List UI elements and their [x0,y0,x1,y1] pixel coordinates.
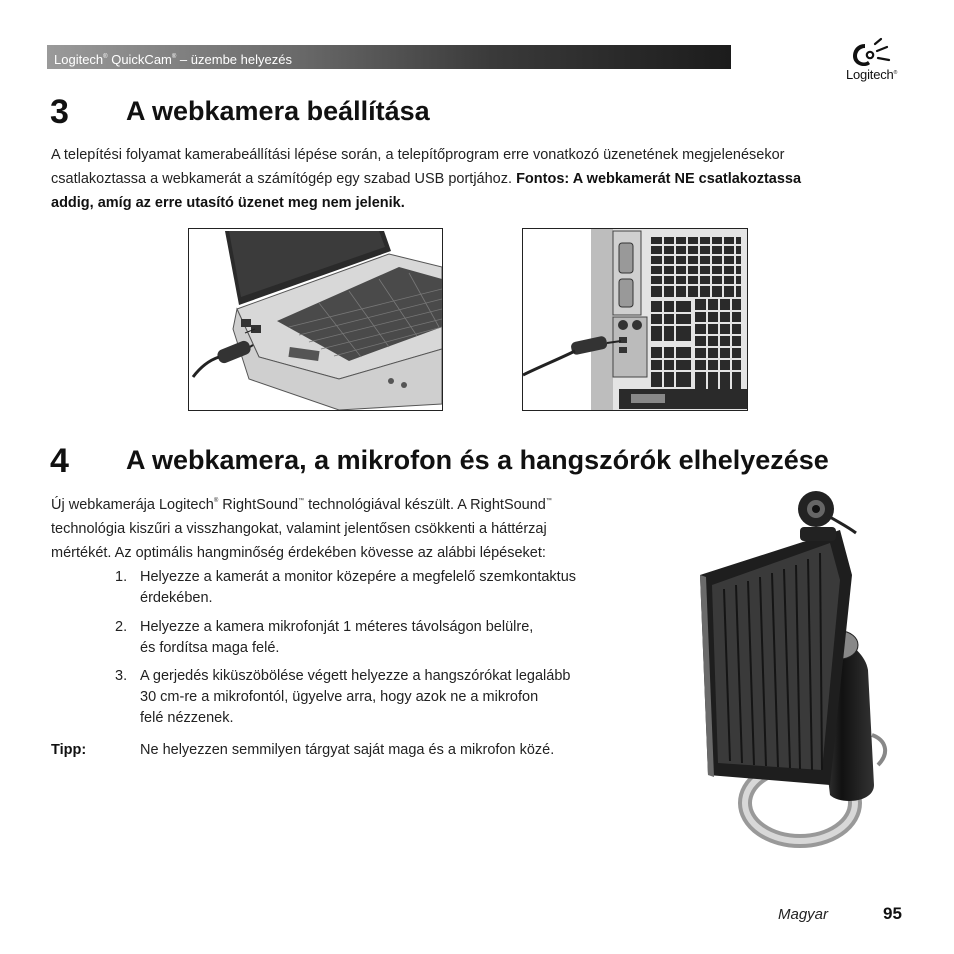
logo-reg-mark: ® [893,70,898,76]
tm-mark: ™ [298,498,305,504]
intro-text-c: technológiával készült. A RightSound [304,497,546,513]
intro-text-a: Új webkamerája Logitech [51,497,214,513]
running-header [47,45,731,69]
monitor-webcam-illustration [690,485,910,855]
step-text: Helyezze a kamera mikrofonját 1 méteres távolságon belülre, [140,619,534,635]
step-text: Helyezze a kamerát a monitor közepére a megfelelő szemkontaktus [140,569,577,585]
step-number: 3. [115,668,128,684]
footer-language: Magyar [778,906,829,923]
reg-mark: ® [213,498,219,504]
step-text: felé nézzenek. [140,710,234,726]
tip-text: Ne helyezzen semmilyen tárgyat saját maga és a mikrofon közé. [140,742,555,758]
step-number: 1. [115,569,128,585]
page-number: 95 [883,904,902,923]
header-brand: Logitech [54,52,104,67]
intro-line3: mértékét. Az optimális hangminőség érdekében kövesse az alábbi lépéseket: [51,545,546,561]
tm-mark-2: ™ [545,498,552,504]
header-brand-reg-mark: ® [103,54,108,60]
logo-wordmark: Logitech® [846,67,898,82]
intro-text-b: RightSound [218,497,299,513]
section-4-number: 4 [50,442,69,480]
section-3-intro-line1: A telepítési folyamat kamerabeállítási lépése során, a telepítőprogram erre vonatkozó üzenetének megjelenésekor [51,147,785,163]
section-3-intro-line2: csatlakoztassa a webkamerát a számítógép egy szabad USB portjához. [51,171,513,187]
step-text: 30 cm-re a mikrofontól, ügyelve arra, hogy azok ne a mikrofon [140,689,539,705]
step-text: érdekében. [140,590,213,606]
header-dash: – [176,52,191,67]
important-note-line1: Fontos: A webkamerát NE csatlakoztassa [516,171,802,187]
tip-label: Tipp: [51,742,87,758]
step-text: A gerjedés kiküszöbölése végett helyezze a hangszórókat legalább [140,668,571,684]
step-number: 2. [115,619,128,635]
section-3-number: 3 [50,93,69,131]
laptop-usb-illustration [188,228,443,411]
header-product-reg-mark: ® [171,54,177,60]
section-3-title: A webkamera beállítása [126,96,430,126]
intro-line2: technológia kiszűri a visszhangokat, valamint jelentősen csökkenti a háttérzaj [51,521,547,537]
header-subtitle: üzembe helyezés [190,52,292,67]
header-product: QuickCam [111,52,172,67]
step-text: és fordítsa maga felé. [140,640,280,656]
section-3-intro [51,143,911,215]
section-4-title: A webkamera, a mikrofon és a hangszórók elhelyezése [126,445,829,475]
desktop-usb-illustration [522,228,748,411]
section-4-intro [51,489,671,565]
important-note-line2: addig, amíg az erre utasító üzenet meg nem jelenik. [51,195,405,211]
